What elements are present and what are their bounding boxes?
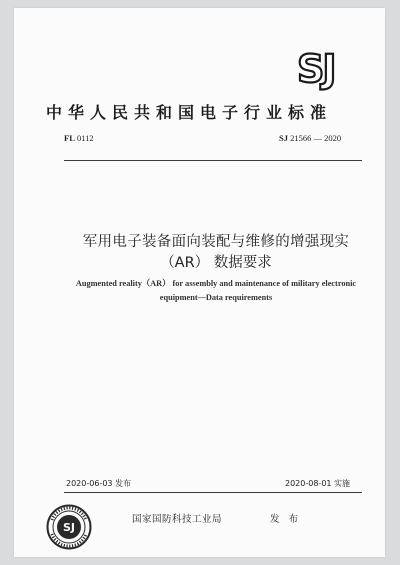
organization-title: 中华人民共和国电子行业标准 <box>46 103 333 122</box>
issue-date: 2020-06-03 发布 <box>66 479 132 488</box>
title-en-line1: Augmented reality（AR） for assembly and maintenance of military electronic <box>75 279 357 288</box>
sj-logo: SJ <box>297 47 335 91</box>
footer-divider <box>64 492 362 493</box>
header-divider <box>64 160 362 161</box>
implement-date: 2020-08-01 实施 <box>285 479 351 488</box>
title-zh-line2: （AR） 数据要求 <box>160 255 272 271</box>
classification-number: 0112 <box>77 133 94 143</box>
publish-label: 发 布 <box>270 514 302 525</box>
classification-prefix: FL <box>64 133 75 143</box>
classification-code <box>64 133 94 143</box>
standard-code: 21566 — 2020 <box>290 133 342 143</box>
standard-prefix: SJ <box>279 133 288 143</box>
seal-stamp <box>46 504 92 550</box>
document-page <box>14 8 385 557</box>
svg-text:SJ: SJ <box>62 521 76 534</box>
publisher-name: 国家国防科技工业局 <box>132 514 223 525</box>
title-en-line2: equipment—Data requirements <box>159 293 273 302</box>
title-zh-line1: 军用电子装备面向装配与维修的增强现实 <box>82 234 350 250</box>
standard-number <box>279 133 341 143</box>
